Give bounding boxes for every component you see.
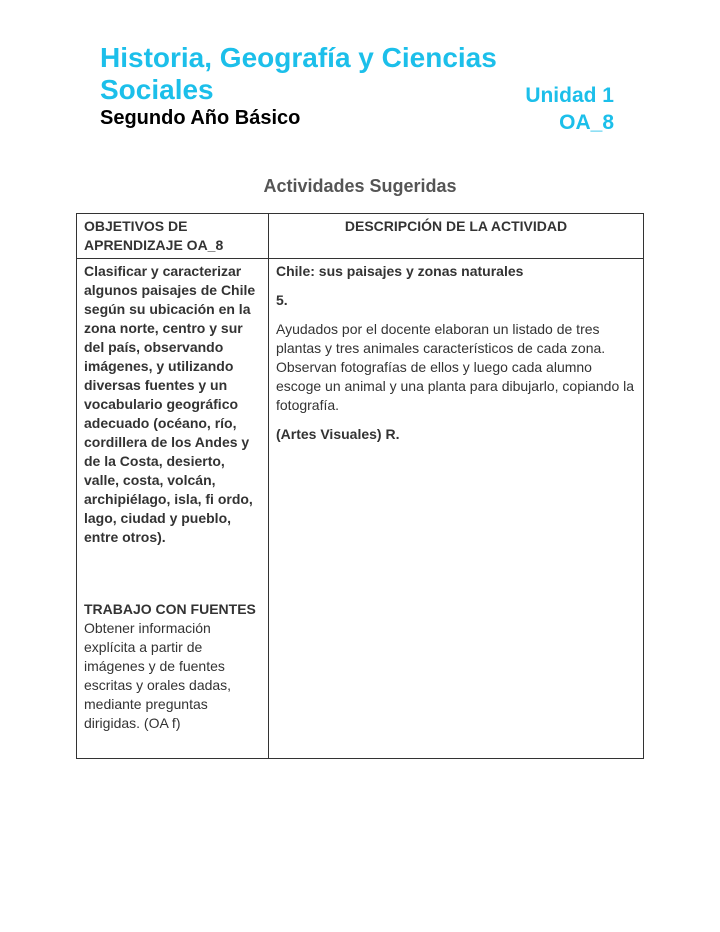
description-header: DESCRIPCIÓN DE LA ACTIVIDAD (269, 214, 644, 259)
skill-title: TRABAJO CON FUENTES (84, 601, 256, 617)
activity-text: Ayudados por el docente elaboran un listado de tres plantas y tres animales característicos de cada zona. Observan fotografías de ellos y luego cada alumno escoge un animal y una planta para dibujarlo, copiando la fotografía. (276, 321, 635, 413)
table-header-row (77, 214, 644, 259)
activity-link: (Artes Visuales) R. (276, 426, 400, 442)
activity-number: 5. (276, 292, 288, 308)
activity-title: Chile: sus paisajes y zonas naturales (276, 263, 524, 279)
description-cell (269, 259, 644, 759)
objective-text: Clasificar y caracterizar algunos paisajes de Chile según su ubicación en la zona norte, centro y sur del país, observando imágenes, y utilizando diversas fuentes y un vocabulario geográfico adecuado (océano, río, cordillera de los Andes y de la Costa, desierto, valle, costa, volcán, archipiélago, isla, fi ordo, lago, ciudad y pueblo, entre otros). (84, 263, 256, 545)
oa-label: OA_8 (559, 111, 614, 134)
objectives-header: OBJETIVOS DE APRENDIZAJE OA_8 (77, 214, 269, 259)
unit-info (525, 82, 614, 136)
grade-subtitle: Segundo Año Básico (100, 107, 301, 129)
objectives-cell (77, 259, 269, 759)
skill-text: Obtener información explícita a partir de imágenes y de fuentes escritas y orales dadas, mediante preguntas dirigidas. (OA f) (84, 620, 232, 731)
subject-title: Historia, Geografía y Ciencias Sociales (100, 42, 497, 105)
section-title: Actividades Sugeridas (263, 176, 457, 196)
activities-table (76, 213, 644, 759)
unit-label: Unidad 1 (525, 84, 614, 107)
table-row (77, 259, 644, 759)
